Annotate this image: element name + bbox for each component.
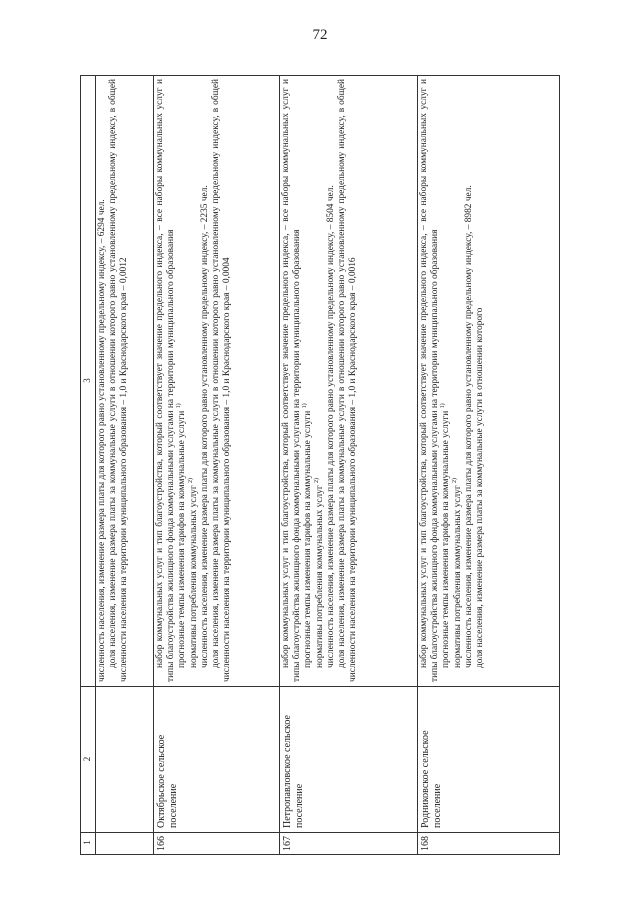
footnote-marker: 1) (302, 403, 309, 409)
population-count: численность населения, изменение размера платы для которого равно установленному предельному индексу, – 2235 чел. (199, 185, 210, 668)
population-count: численность населения, изменение размера платы для которого равно установленному предельному индексу, – 8504 чел. (325, 185, 336, 668)
row-name: Родниковское сельское поселение (418, 686, 559, 832)
row-number (96, 832, 153, 854)
tariff-rates (177, 79, 188, 682)
table-row (153, 76, 279, 854)
footnote-marker: 1) (176, 403, 183, 409)
population-share: доля населения, изменение размера платы за коммунальные услуги в отношении которого (475, 307, 486, 668)
table (80, 75, 560, 855)
header-cell-2: 2 (81, 686, 95, 832)
table-row-continuation (95, 76, 153, 854)
population-share: доля населения, изменение размера платы за коммунальные услуги в отношении которого равно установленному предельному индексу, в общей численности населения на территории муниципального образования – 1,0 и Краснодарского края – 0,0012 (108, 79, 130, 682)
utility-set: набор коммунальных услуг и тип благоустройства, который соответствует значение предельного индекса, – все наборы коммунальных услуг и типы благоустройства жилищного фонда коммунальными услугами на территории муниципального образования (281, 79, 303, 682)
row-number: 168 (418, 832, 559, 854)
footnote-marker: 2) (313, 477, 320, 483)
footnote-marker: 2) (187, 477, 194, 483)
row-description (280, 76, 417, 686)
header-cell-3: 3 (82, 378, 92, 383)
row-description (418, 76, 559, 686)
row-name: Октябрьское сельское поселение (154, 686, 279, 832)
tariff-rates (303, 79, 314, 682)
footnote-marker: 2) (451, 477, 458, 483)
tariff-rates-text: прогнозные темпы изменения тарифов на коммунальные услуги (177, 410, 188, 668)
row-description (154, 76, 279, 686)
tariff-rates (441, 79, 452, 682)
row-number: 166 (154, 832, 279, 854)
table-row (279, 76, 417, 854)
consumption-norms-text: нормативы потребления коммунальных услуг (452, 485, 463, 668)
consumption-norms (315, 79, 326, 682)
consumption-norms (453, 79, 464, 682)
utility-set: набор коммунальных услуг и тип благоустройства, который соответствует значение предельного индекса, – все наборы коммунальных услуг и типы благоустройства жилищного фонда коммунальными услугами на территории муниципального образования (155, 79, 177, 682)
table-header-row (81, 76, 95, 854)
consumption-norms-text: нормативы потребления коммунальных услуг (314, 485, 325, 668)
utility-set: набор коммунальных услуг и тип благоустройства, который соответствует значение предельного индекса, – все наборы коммунальных услуг и типы благоустройства жилищного фонда коммунальными услугами на территории муниципального образования (419, 79, 441, 682)
row-name: Петропавловское сельское поселение (280, 686, 417, 832)
population-count: численность населения, изменение размера платы для которого равно установленному предельному индексу, – 8982 чел. (463, 185, 474, 668)
row-name (96, 686, 153, 832)
row-description (96, 76, 153, 686)
population-share: доля населения, изменение размера платы за коммунальные услуги в отношении которого равно установленному предельному индексу, в общей численности населения на территории муниципального образования – 1,0 и Краснодарского края – 0,0004 (211, 79, 233, 682)
footnote-marker: 1) (440, 403, 447, 409)
population-count: численность населения, изменение размера платы для которого равно установленному предельному индексу, – 6294 чел. (97, 199, 107, 682)
tariff-rates-text: прогнозные темпы изменения тарифов на коммунальные услуги (441, 410, 452, 668)
rotated-table-wrapper (80, 75, 560, 855)
page-number: 72 (312, 27, 328, 43)
consumption-norms (189, 79, 200, 682)
consumption-norms-text: нормативы потребления коммунальных услуг (188, 485, 199, 668)
population-share: доля населения, изменение размера платы за коммунальные услуги в отношении которого равно установленному предельному индексу, в общей численности населения на территории муниципального образования – 1,0 и Краснодарского края – 0,0016 (337, 79, 359, 682)
table-row (417, 76, 559, 854)
row-number: 167 (280, 832, 417, 854)
tariff-rates-text: прогнозные темпы изменения тарифов на коммунальные услуги (303, 410, 314, 668)
header-cell-1: 1 (81, 832, 95, 854)
